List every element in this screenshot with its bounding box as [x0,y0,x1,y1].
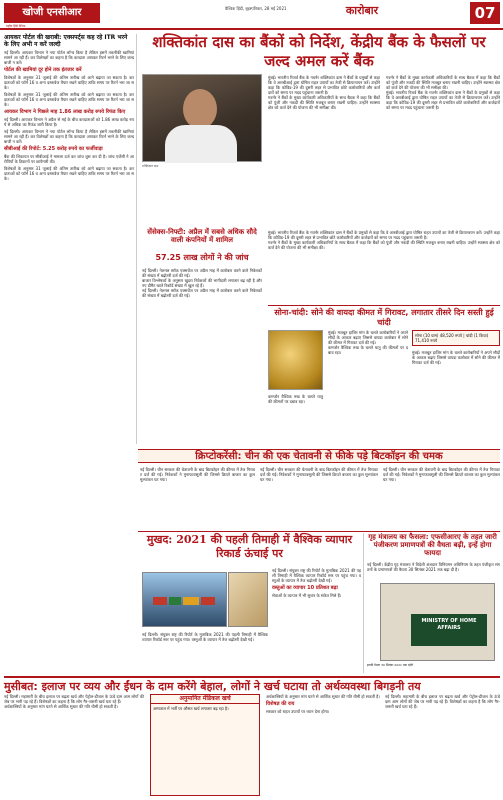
mha-sign: MINISTRY OF HOME AFFAIRS [411,614,487,646]
section-title: कारोबार [345,4,379,17]
sensex-para-3: नई दिल्ली। नेशनल स्टॉक एक्सचेंज पर अप्रैल माह में कारोबार करने वाले निवेशकों की संख्या में बढ़ोतरी दर्ज की गई। [142,288,262,298]
medical-cost-box [150,694,260,796]
gold-story-3 [268,394,323,444]
newspaper-logo: खोजी एनसीआर [4,3,100,23]
currency-photo [228,572,268,627]
gold-para-1: मुंबई। मजबूत हाजिर मांग के चलते कारोबारियों ने अपने सौदों के आकार बढ़ाए जिससे वायदा कारोबार में सोने की कीमत में गिरावट दर्ज की गई। [328,330,408,345]
left-para-4: बैंक की शिकायत पर सीबीआई ने मामला दर्ज कर जांच शुरू कर दी है। जांच एजेंसी ने आरोपियों के ठिकानों पर छापेमारी की। [4,154,134,164]
crypto-para-2: नई दिल्ली। चीन सरकार की चेतावनी के बाद बिटकॉइन की कीमत में तेज गिरावट दर्ज की गई। निवेशकों ने मुनाफावसूली की जिससे क्रिप्टो बाजार का कुल मूल्यांकन घट गया। [260,467,378,482]
main-para-4: मुंबई। भारतीय रिजर्व बैंक के गवर्नर शक्तिकांत दास ने बैंकों के प्रमुखों से कहा कि वे आरबीआई द्वारा घोषित राहत उपायों का तेजी से क्रियान्वयन करें। उन्होंने कहा कि कोविड-19 की दूसरी लहर से प्रभावित छोटे कारोबारियों और कर्जदारों को समय पर मदद पहुंचाना जरूरी है। [386,90,500,110]
export-para-1: नई दिल्ली। संयुक्त राष्ट्र की रिपोर्ट के मुताबिक 2021 की पहली तिमाही में वैश्विक व्यापार रिकॉर्ड स्तर पर पहुंच गया। वस्तुओं के व्यापार में तेज बढ़ोतरी देखी गई। [142,632,268,642]
sensex-para-2: बाजार विश्लेषकों के अनुसार खुदरा निवेशकों की भागीदारी लगातार बढ़ रही है और नए डीमैट खाते रिकॉर्ड संख्या में खुल रहे हैं। [142,278,262,288]
gold-photo [268,330,323,390]
left-para-4b: विशेषज्ञों के अनुसार 31 जुलाई की अंतिम तारीख को आगे बढ़ाया जा सकता है। करदाताओं को फॉर्म 16 व अन्य दस्तावेज तैयार रखने चाहिए ताकि समय पर रिटर्न भरा जा सके। [4,166,134,181]
export-subhead: वस्तुओं का व्यापार 10 प्रतिशत बढ़ा [272,585,338,591]
mha-para: नई दिल्ली। केंद्रीय गृह मंत्रालय ने विदेशी अंशदान विनियमन अधिनियम के तहत पंजीकृत संगठनों के प्रमाणपत्रों की वैधता 30 सितंबर 2021 तक बढ़ा दी है। [367,562,500,572]
sensex-para-1: नई दिल्ली। नेशनल स्टॉक एक्सचेंज पर अप्रैल माह में कारोबार करने वाले निवेशकों की संख्या में बढ़ोतरी दर्ज की गई। [142,268,262,278]
mha-headline: गृह मंत्रालय का फैसला: एफसीआरए के तहत जारी पंजीकरण प्रमाणपत्रों की वैधता बढ़ी, इन्हें होगा फायदा [368,533,497,557]
gold-story-1 [328,330,408,445]
left-story [4,50,134,181]
bottom-para-5: नई दिल्ली। महामारी के बीच इलाज पर बढ़ता खर्च और पेट्रोल-डीजल के ऊंचे दाम आम लोगों की जेब पर भारी पड़ रहे हैं। विशेषज्ञों का कहना है कि लोग गैर-जरूरी खर्च घटा रहे हैं। [385,694,500,709]
gold-price-box: सोना (10 ग्राम) 48,520 रुपये | चांदी (1 किग्रा) 71,410 रुपये [412,330,500,346]
main-para-5: मुंबई। भारतीय रिजर्व बैंक के गवर्नर शक्तिकांत दास ने बैंकों के प्रमुखों से कहा कि वे आरबीआई द्वारा घोषित राहत उपायों का तेजी से क्रियान्वयन करें। उन्होंने कहा कि कोविड-19 की दूसरी लहर से प्रभावित छोटे कारोबारियों और कर्जदारों को समय पर मदद पहुंचाना जरूरी है। [268,230,500,240]
mha-rule [363,533,364,673]
main-headline: शक्तिकांत दास का बैंकों को निर्देश, केंद्रीय बैंक के फैसलों पर जल्द अमल करें बैंक [152,33,486,70]
left-para-1: नई दिल्ली। आयकर विभाग ने नया पोर्टल लॉन्च किया है लेकिन इसमें तकनीकी खामियां सामने आ रही हैं। कर विशेषज्ञों का कहना है कि करदाता आयकर रिटर्न भरने के लिए जल्दबाजी न करें। [4,50,134,65]
left-column [4,34,134,454]
bottom-subhead: विशेषज्ञ की राय [266,701,295,707]
left-subhead-1: पोर्टल की खामियां दूर होने तक इंतजार करें [4,67,82,73]
column-rule [136,34,137,444]
left-para-3b: नई दिल्ली। आयकर विभाग ने नया पोर्टल लॉन्च किया है लेकिन इसमें तकनीकी खामियां सामने आ रही हैं। कर विशेषज्ञों का कहना है कि करदाता आयकर रिटर्न भरने के लिए जल्दबाजी न करें। [4,129,134,144]
main-para-2: गवर्नर ने बैंकों के मुख्य कार्यकारी अधिकारियों के साथ बैठक में कहा कि बैंकों को पूंजी और नकदी की स्थिति मजबूत बनाए रखनी चाहिए। उन्होंने स्वास्थ्य क्षेत्र को कर्ज देने की योजना की भी समीक्षा की। [268,95,380,110]
left-para-2: विशेषज्ञों के अनुसार 31 जुलाई की अंतिम तारीख को आगे बढ़ाया जा सकता है। करदाताओं को फॉर्म 16 व अन्य दस्तावेज तैयार रखने चाहिए ताकि समय पर रिटर्न भरा जा सके। [4,75,134,90]
left-para-2b: विशेषज्ञों के अनुसार 31 जुलाई की अंतिम तारीख को आगे बढ़ाया जा सकता है। करदाताओं को फॉर्म 16 व अन्य दस्तावेज तैयार रखने चाहिए ताकि समय पर रिटर्न भरा जा सके। [4,92,134,107]
gold-rule [268,305,500,306]
export-rule [138,531,500,532]
main-story-col-2 [386,75,500,225]
gold-headline: सोना-चांदी: सोने की वायदा कीमत में गिरावट, लगातार तीसरे दिन सस्ती हुई चांदी [274,308,494,327]
gold-story-2 [412,350,500,445]
crypto-headline: क्रिप्टोकरेंसी: चीन की एक चेतावनी से फीके पड़े बिटकॉइन की चमक [138,449,500,463]
main-story-col-3 [268,230,500,304]
gold-para-4: कमजोर वैश्विक रुख के चलते धातु की कीमतों पर दबाव रहा। [268,394,323,404]
crypto-para-3: नई दिल्ली। चीन सरकार की चेतावनी के बाद बिटकॉइन की कीमत में तेज गिरावट दर्ज की गई। निवेशकों ने मुनाफावसूली की जिससे क्रिप्टो बाजार का कुल मूल्यांकन घट गया। [383,467,500,482]
photo-caption: शक्तिकांत दास [142,164,159,168]
sensex-subheadline: 57.25 लाख लोगों ने की जांच [155,253,249,262]
bottom-story-3 [385,694,500,796]
mha-caption: इनकी वैधता 30 सितंबर 2021 तक रहेगी [367,663,414,667]
page-number: 07 [470,2,500,24]
left-subhead-2: आयकर विभाग ने पिछले माह 1.86 लाख करोड़ रुपये रिफंड किए [4,109,126,115]
crypto-para-1: नई दिल्ली। चीन सरकार की चेतावनी के बाद बिटकॉइन की कीमत में तेज गिरावट दर्ज की गई। निवेशकों ने मुनाफावसूली की जिससे क्रिप्टो बाजार का कुल मूल्यांकन घट गया। [140,467,255,482]
sensex-headline: सेंसेक्स-निफ्टी: अप्रैल में सबसे अधिक सौदे वाली कंपनियों में शामिल [147,228,257,244]
container-ship-photo [142,572,227,627]
medical-cost-title: अनुमानित मेडिकल खर्च [151,695,259,704]
medical-cost-body: अस्पताल में भर्ती पर औसत खर्च लगातार बढ़ रहा है। [153,706,229,711]
export-story-2 [272,568,361,672]
main-para-6: गवर्नर ने बैंकों के मुख्य कार्यकारी अधिकारियों के साथ बैठक में कहा कि बैंकों को पूंजी और नकदी की स्थिति मजबूत बनाए रखनी चाहिए। उन्होंने स्वास्थ्य क्षेत्र को कर्ज देने की योजना की भी समीक्षा की। [268,240,500,250]
main-story-col-1 [268,75,380,225]
export-story-1 [142,632,268,672]
left-headline: आयकर पोर्टल की खराबी: एक्सपर्ट्स कह रहे ITR भरने के लिए अभी न करें जल्दी [4,34,128,48]
gold-para-3: मुंबई। मजबूत हाजिर मांग के चलते कारोबारियों ने अपने सौदों के आकार बढ़ाए जिससे वायदा कारोबार में सोने की कीमत में गिरावट दर्ज की गई। [412,350,500,365]
crypto-col-2 [260,467,378,529]
export-headline: मुखद: 2021 की पहली तिमाही में वैश्विक व्यापार रिकार्ड ऊंचाई पर [146,533,353,560]
governor-photo [142,74,262,162]
export-para-3: सेवाओं के व्यापार में भी सुधार के संकेत मिले हैं। [272,593,342,598]
export-para-2: नई दिल्ली। संयुक्त राष्ट्र की रिपोर्ट के मुताबिक 2021 की पहली तिमाही में वैश्विक व्यापार रिकॉर्ड स्तर पर पहुंच गया। वस्तुओं के व्यापार में तेज बढ़ोतरी देखी गई। [272,568,361,583]
bottom-para-2: अर्थशास्त्रियों के अनुसार मांग घटने से आर्थिक सुधार की गति धीमी हो सकती है। [4,704,118,709]
mha-photo [380,583,495,661]
sensex-story [142,268,262,444]
main-para-1: मुंबई। भारतीय रिजर्व बैंक के गवर्नर शक्तिकांत दास ने बैंकों के प्रमुखों से कहा कि वे आरबीआई द्वारा घोषित राहत उपायों का तेजी से क्रियान्वयन करें। उन्होंने कहा कि कोविड-19 की दूसरी लहर से प्रभावित छोटे कारोबारियों और कर्जदारों को समय पर मदद पहुंचाना जरूरी है। [268,75,380,95]
issue-date: वैश्विक हिंदी, बृहस्पतिवार, 28 मई 2021 [225,6,287,11]
main-para-3: गवर्नर ने बैंकों के मुख्य कार्यकारी अधिकारियों के साथ बैठक में कहा कि बैंकों को पूंजी और नकदी की स्थिति मजबूत बनाए रखनी चाहिए। उन्होंने स्वास्थ्य क्षेत्र को कर्ज देने की योजना की भी समीक्षा की। [386,75,500,90]
bottom-story-2 [266,694,380,796]
crypto-col-3 [383,467,500,529]
left-subhead-3: सीबीआई की रिपोर्ट: 5.25 करोड़ रुपये का फर्जीवाड़ा [4,146,103,152]
mha-story [367,562,500,582]
left-para-3: नई दिल्ली। आयकर विभाग ने अप्रैल से मई के बीच करदाताओं को 1.86 लाख करोड़ रुपये से अधिक का रिफंड जारी किया है। [4,117,134,127]
bottom-para-4: सरकार को राहत उपायों पर ध्यान देना होगा। [266,709,330,714]
gold-para-2: कमजोर वैश्विक रुख के चलते धातु की कीमतों पर दबाव रहा। [328,345,408,355]
tagline: राष्ट्रीय हिंदी दैनिक [6,24,26,28]
bottom-story-1 [4,694,144,796]
crypto-col-1 [140,467,255,529]
bottom-headline: मुसीबत: इलाज पर व्यय और ईंधन के दाम करेंगे बेहाल, लोगों ने खर्च घटाया तो अर्थव्यवस्था बिगड़नी तय [4,676,500,694]
bottom-para-1: नई दिल्ली। महामारी के बीच इलाज पर बढ़ता खर्च और पेट्रोल-डीजल के ऊंचे दाम आम लोगों की जेब पर भारी पड़ रहे हैं। विशेषज्ञों का कहना है कि लोग गैर-जरूरी खर्च घटा रहे हैं। [4,694,144,704]
bottom-para-3: अर्थशास्त्रियों के अनुसार मांग घटने से आर्थिक सुधार की गति धीमी हो सकती है। [266,694,380,699]
